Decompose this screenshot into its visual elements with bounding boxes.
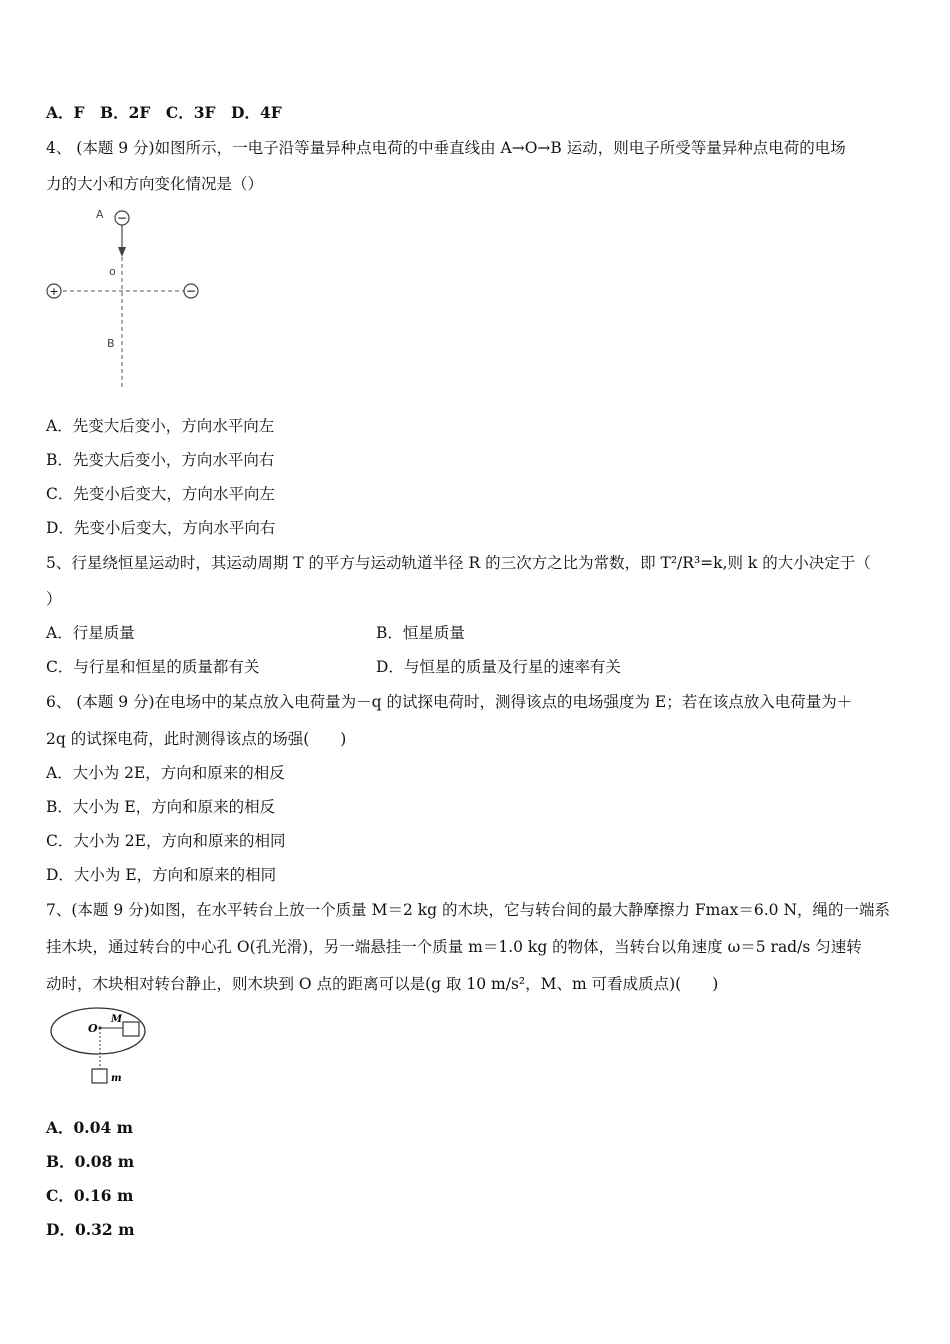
q7-stem-line1: 7、(本题 9 分)如图，在水平转台上放一个质量 M＝2 kg 的木块，它与转台间的最大静摩擦力 Fmax＝6.0 N，绳的一端系 — [46, 901, 891, 919]
q5-option-a: A．行星质量 — [46, 624, 135, 642]
q4-stem-line2: 力的大小和方向变化情况是（） — [46, 175, 264, 193]
q5-option-d: D．与恒星的质量及行星的速率有关 — [376, 658, 621, 676]
q7-option-c: C．0.16 m — [46, 1186, 134, 1205]
q5-option-b: B．恒星质量 — [376, 624, 465, 642]
q4-option-d: D．先变小后变大，方向水平向右 — [46, 519, 276, 537]
q6-option-d: D．大小为 E，方向和原来的相同 — [46, 866, 277, 884]
q4-label-b: B — [107, 337, 115, 350]
q6-stem-line2: 2q 的试探电荷，此时测得该点的场强( ) — [46, 730, 347, 748]
q7-option-a: A．0.04 m — [46, 1118, 134, 1137]
q4-electron-sign: − — [116, 211, 128, 225]
q5-option-c: C．与行星和恒星的质量都有关 — [46, 658, 260, 676]
q4-option-c: C．先变小后变大，方向水平向左 — [46, 485, 275, 503]
q4-label-a: A — [96, 208, 104, 221]
q6-option-c: C．大小为 2E，方向和原来的相同 — [46, 832, 286, 850]
q7-stem-line2: 挂木块，通过转台的中心孔 O(孔光滑)，另一端悬挂一个质量 m＝1.0 kg 的物体，当转台以角速度 ω＝5 rad/s 匀速转 — [46, 938, 862, 956]
q4-label-o: o — [109, 265, 116, 278]
q4-figure — [40, 203, 220, 393]
q4-arrowhead — [118, 247, 126, 257]
q4-option-b: B．先变大后变小，方向水平向右 — [46, 451, 275, 469]
q5-stem-line2: ） — [46, 590, 62, 608]
q5-stem-line1: 5、行星绕恒星运动时，其运动周期 T 的平方与运动轨道半径 R 的三次方之比为常数，即 T²/R³=k,则 k 的大小决定于（ — [46, 554, 871, 572]
q6-option-a: A．大小为 2E，方向和原来的相反 — [46, 764, 285, 782]
q7-label-small-m: m — [111, 1073, 122, 1084]
q4-negative-sign: − — [185, 284, 197, 298]
q4-positive-sign: + — [49, 285, 59, 298]
q4-option-a: A．先变大后变小，方向水平向左 — [46, 417, 275, 435]
q6-option-b: B．大小为 E，方向和原来的相反 — [46, 798, 276, 816]
q4-stem-line1: 4、 (本题 9 分)如图所示，一电子沿等量异种点电荷的中垂直线由 A→O→B 运动，则电子所受等量异种点电荷的电场 — [46, 139, 846, 157]
q7-center-hole — [98, 1026, 101, 1029]
q6-stem-line1: 6、 (本题 9 分)在电场中的某点放入电荷量为－q 的试探电荷时，测得该点的电场强度为 E；若在该点放入电荷量为＋ — [46, 693, 853, 711]
q7-hanging-mass — [92, 1069, 107, 1083]
q7-option-b: B．0.08 m — [46, 1152, 135, 1171]
q7-option-d: D．0.32 m — [46, 1220, 135, 1239]
q7-stem-line3: 动时，木块相对转台静止，则木块到 O 点的距离可以是(g 取 10 m/s²，M、m 可看成质点)( ) — [46, 975, 719, 993]
q7-label-o: O — [88, 1022, 98, 1035]
q7-label-big-m: M — [111, 1014, 123, 1025]
q7-figure — [44, 1005, 164, 1095]
q7-block-m — [123, 1022, 139, 1036]
q3-options: A．F B．2F C．3F D．4F — [46, 103, 282, 122]
